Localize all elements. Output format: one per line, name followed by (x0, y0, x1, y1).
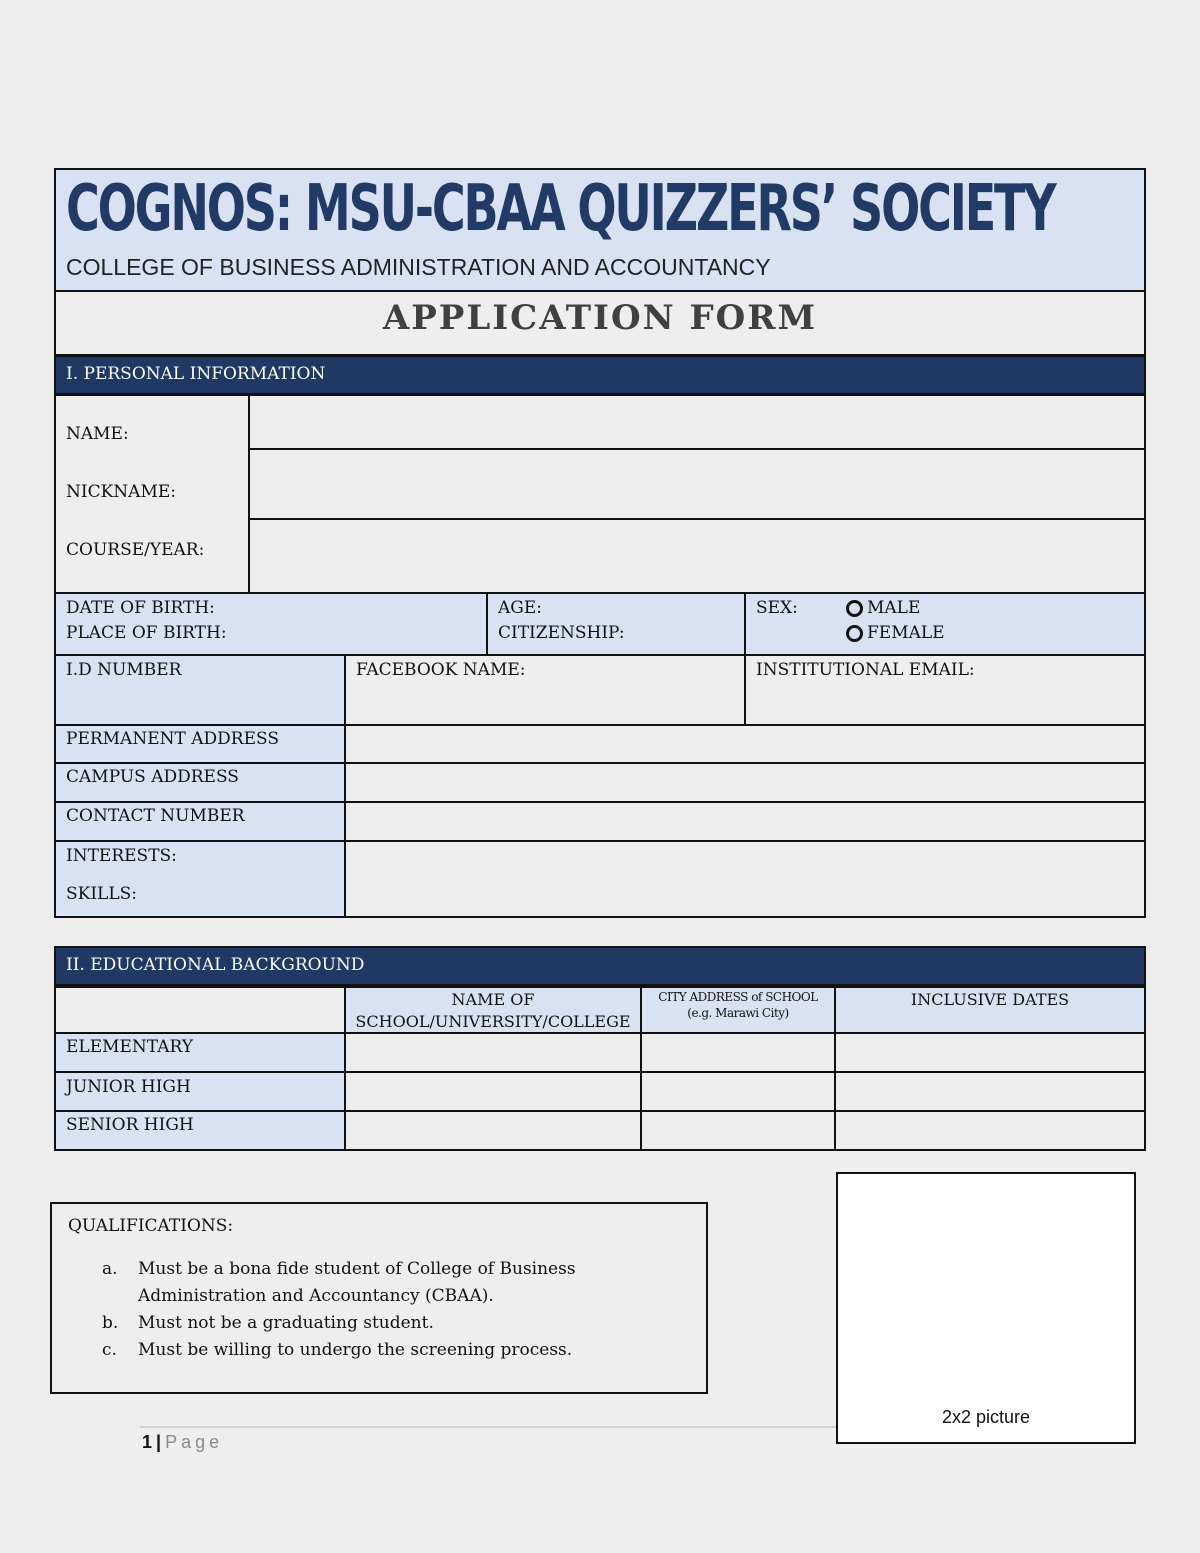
contact-number-label-cell (54, 801, 346, 842)
college-subtitle: COLLEGE OF BUSINESS ADMINISTRATION AND ACCOUNTANCY (66, 254, 771, 280)
form-header (54, 168, 1146, 292)
male-radio-icon[interactable] (846, 600, 863, 617)
interests-label: INTERESTS: (66, 846, 177, 866)
permanent-address-label: PERMANENT ADDRESS (66, 729, 279, 749)
interests-skills-field[interactable] (344, 840, 1146, 918)
qualification-marker: a. (102, 1259, 118, 1279)
citizenship-label: CITIZENSHIP: (498, 623, 625, 643)
qualification-marker: c. (102, 1340, 117, 1360)
inclusive-dates-header (834, 986, 1146, 1034)
application-form-banner (54, 290, 1146, 356)
personal-labels-cell (54, 394, 250, 594)
photo-box[interactable] (836, 1172, 1136, 1444)
form-title: APPLICATION FORM (382, 298, 818, 338)
elementary-label: ELEMENTARY (66, 1037, 193, 1057)
school-name-header-line2: SCHOOL/UNIVERSITY/COLLEGE (355, 1012, 631, 1031)
senior-high-label: SENIOR HIGH (66, 1115, 194, 1135)
contact-number-field[interactable] (344, 801, 1146, 842)
name-label: NAME: (66, 424, 129, 444)
nickname-field[interactable] (248, 448, 1146, 520)
elementary-city-field[interactable] (640, 1032, 836, 1073)
age-label: AGE: (498, 598, 542, 618)
qualifications-list (102, 1256, 648, 1364)
facebook-name-label: FACEBOOK NAME: (356, 660, 526, 680)
qualification-text: Must be a bona fide student of College of Business Administration and Accountancy (CBAA). (138, 1259, 576, 1306)
qualification-marker: b. (102, 1313, 119, 1333)
qualification-item (102, 1310, 648, 1337)
school-name-header-line1: NAME OF (451, 990, 535, 1009)
organization-title: COGNOS: MSU-CBAA QUIZZERS’ SOCIETY (66, 172, 1055, 246)
city-address-header-line2: (e.g. Marawi City) (687, 1006, 789, 1020)
elementary-school-field[interactable] (344, 1032, 642, 1073)
qualification-item (102, 1337, 648, 1364)
id-number-label: I.D NUMBER (66, 660, 182, 680)
qualifications-title: QUALIFICATIONS: (68, 1216, 234, 1236)
female-radio-icon[interactable] (846, 625, 863, 642)
contact-number-label: CONTACT NUMBER (66, 806, 245, 826)
qualification-item (102, 1256, 648, 1310)
institutional-email-label: INSTITUTIONAL EMAIL: (756, 660, 975, 680)
junior-high-school-field[interactable] (344, 1071, 642, 1112)
junior-high-dates-field[interactable] (834, 1071, 1146, 1112)
institutional-email-cell[interactable] (744, 654, 1146, 726)
qualifications-box (50, 1202, 708, 1394)
campus-address-field[interactable] (344, 762, 1146, 803)
male-label: MALE (867, 598, 921, 618)
city-address-header-line1: CITY ADDRESS of SCHOOL (658, 990, 818, 1004)
city-address-header (640, 986, 836, 1034)
sex-label: SEX: (756, 598, 798, 618)
senior-high-dates-field[interactable] (834, 1110, 1146, 1151)
nickname-label: NICKNAME: (66, 482, 176, 502)
page-number: 1 (142, 1432, 153, 1452)
page-footer (142, 1432, 223, 1453)
sex-cell (744, 592, 1146, 656)
page-word: Page (165, 1432, 224, 1452)
name-field[interactable] (248, 394, 1146, 450)
junior-high-row-label (54, 1071, 346, 1112)
section-educational-background: II. EDUCATIONAL BACKGROUND (54, 946, 1146, 986)
footer-separator: | (156, 1432, 162, 1452)
campus-address-label: CAMPUS ADDRESS (66, 767, 239, 787)
qualification-text: Must not be a graduating student. (138, 1313, 434, 1333)
interests-skills-label-cell (54, 840, 346, 918)
course-year-label: COURSE/YEAR: (66, 540, 205, 560)
elementary-dates-field[interactable] (834, 1032, 1146, 1073)
permanent-address-label-cell (54, 724, 346, 764)
junior-high-label: JUNIOR HIGH (66, 1077, 191, 1097)
skills-label: SKILLS: (66, 884, 138, 904)
qualification-text: Must be willing to undergo the screening process. (138, 1340, 573, 1360)
photo-label: 2x2 picture (941, 1407, 1031, 1427)
senior-high-row-label (54, 1110, 346, 1151)
female-label: FEMALE (867, 623, 945, 643)
course-year-field[interactable] (248, 518, 1146, 594)
school-name-header (344, 986, 642, 1034)
education-corner-cell (54, 986, 346, 1034)
id-number-cell[interactable] (54, 654, 346, 726)
footer-divider (140, 1426, 836, 1428)
inclusive-dates-header-label: INCLUSIVE DATES (910, 990, 1070, 1009)
date-of-birth-label: DATE OF BIRTH: (66, 598, 215, 618)
birth-info-cell[interactable] (54, 592, 488, 656)
section-personal-information: I. PERSONAL INFORMATION (54, 355, 1146, 395)
campus-address-label-cell (54, 762, 346, 803)
female-option[interactable] (846, 623, 945, 643)
male-option[interactable] (846, 598, 920, 618)
senior-high-school-field[interactable] (344, 1110, 642, 1151)
permanent-address-field[interactable] (344, 724, 1146, 764)
senior-high-city-field[interactable] (640, 1110, 836, 1151)
age-citizenship-cell[interactable] (486, 592, 746, 656)
place-of-birth-label: PLACE OF BIRTH: (66, 623, 227, 643)
junior-high-city-field[interactable] (640, 1071, 836, 1112)
elementary-row-label (54, 1032, 346, 1073)
facebook-name-cell[interactable] (344, 654, 746, 726)
